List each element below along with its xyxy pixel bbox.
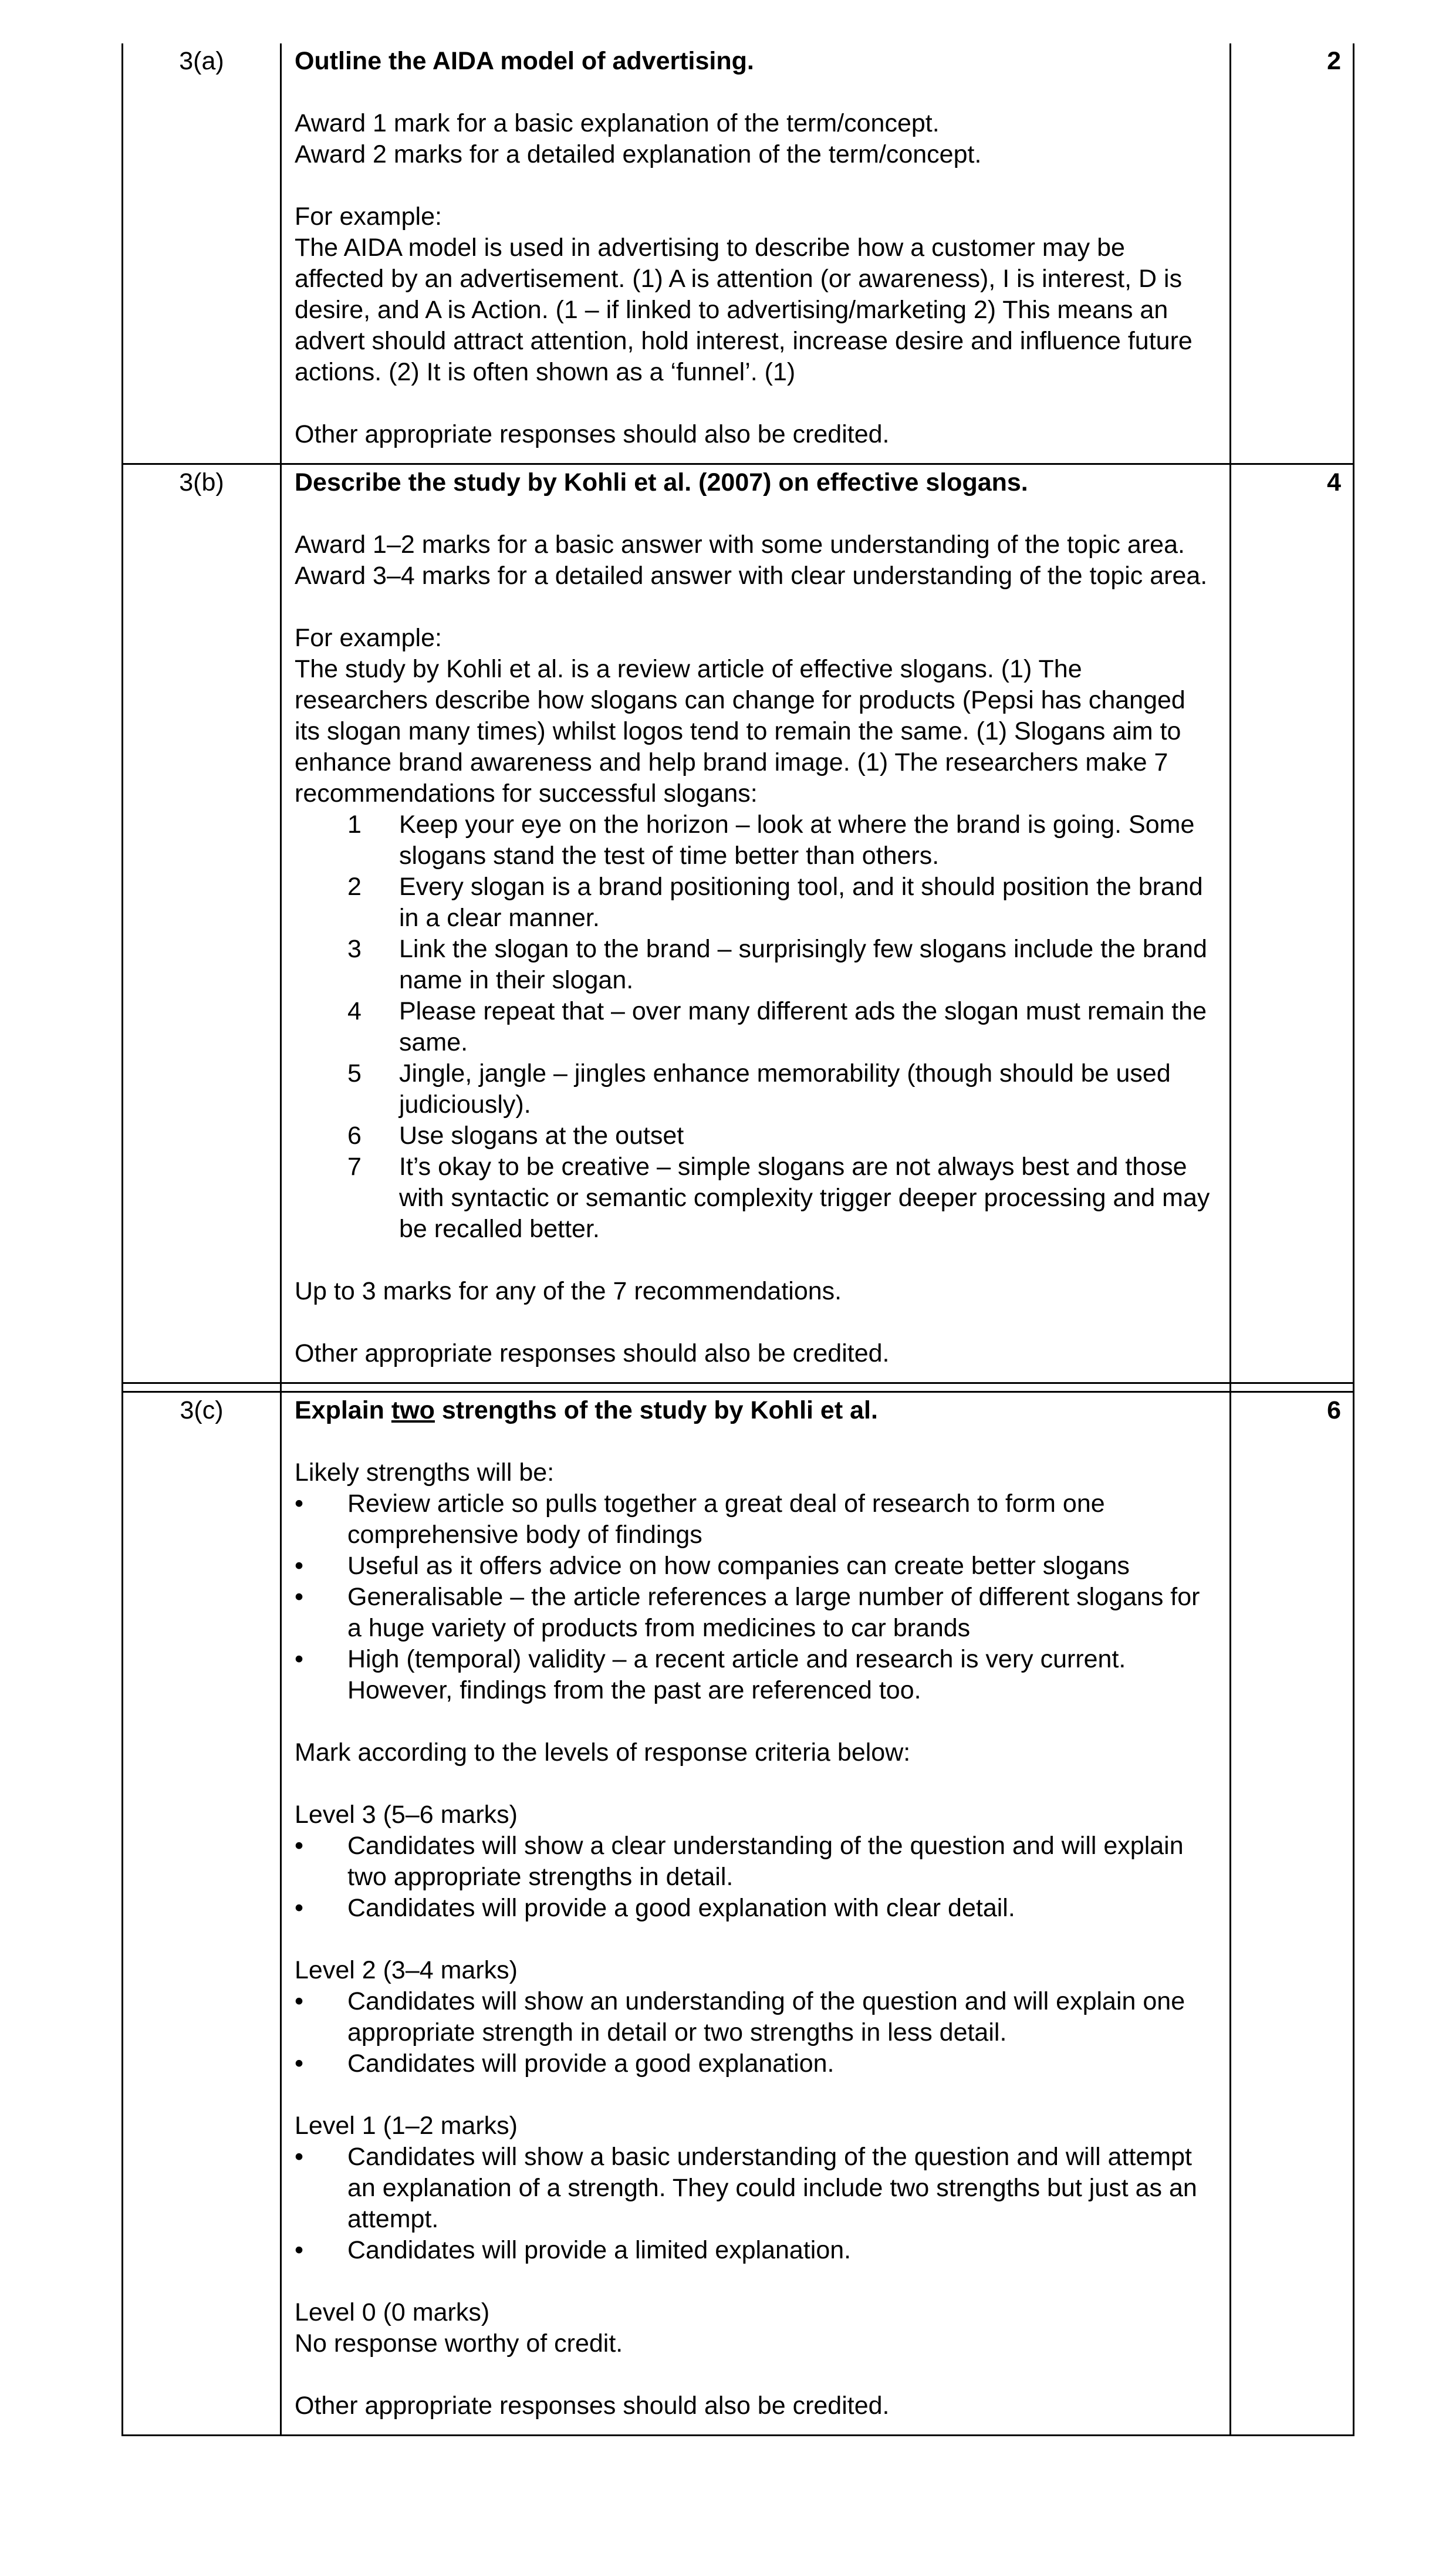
- bullet-icon: •: [295, 2049, 304, 2078]
- item-text: Review article so pulls together a great deal of research to form one comprehensive body of findings: [347, 1490, 1105, 1549]
- item-text: Please repeat that – over many different ads the slogan must remain the same.: [399, 997, 1207, 1056]
- marks-value: 2: [1231, 43, 1354, 464]
- item-text: Jingle, jangle – jingles enhance memorability (though should be used judiciously).: [399, 1059, 1171, 1119]
- item-text: High (temporal) validity – a recent article and research is very current. However, findings from the past are referenced too.: [347, 1645, 1126, 1704]
- list-item: [295, 2048, 1217, 2079]
- list-item: [295, 934, 1217, 996]
- list-item: [295, 1893, 1217, 1924]
- question-row-3a: [123, 43, 1354, 464]
- other-responses-note: Other appropriate responses should also be credited.: [295, 1339, 890, 1367]
- bullet-icon: •: [295, 1490, 304, 1518]
- level-label: Level 0 (0 marks): [295, 2298, 490, 2326]
- likely-strengths-label: Likely strengths will be:: [295, 1458, 555, 1487]
- question-row-3b: [123, 464, 1354, 1383]
- example-label: For example:: [295, 624, 442, 652]
- marks-value: 4: [1231, 464, 1354, 1383]
- item-text: It’s okay to be creative – simple slogans are not always best and those with syntactic or semantic complexity trigger deeper processing and may be recalled better.: [399, 1153, 1210, 1243]
- other-responses-note: Other appropriate responses should also be credited.: [295, 420, 890, 448]
- list-item: [295, 1058, 1217, 1120]
- levels-intro: Mark according to the levels of response criteria below:: [295, 1738, 911, 1767]
- list-item: [295, 809, 1217, 872]
- list-item: [295, 1120, 1217, 1151]
- item-text: Candidates will provide a limited explanation.: [347, 2236, 852, 2264]
- marks-value: 6: [1231, 1392, 1354, 2436]
- question-title: Explain two strengths of the study by Kohli et al.: [295, 1396, 878, 1424]
- list-item: [295, 2142, 1217, 2235]
- row-separator: [123, 1383, 1354, 1392]
- bullet-icon: •: [295, 1645, 304, 1673]
- level-label: Level 1 (1–2 marks): [295, 2112, 518, 2140]
- item-text: Candidates will provide a good explanation.: [347, 2049, 835, 2078]
- list-item: [295, 1488, 1217, 1551]
- bullet-icon: •: [295, 1894, 304, 1922]
- level-label: Level 3 (5–6 marks): [295, 1801, 518, 1829]
- underlined-word: two: [391, 1396, 435, 1424]
- item-text: Useful as it offers advice on how companies can create better slogans: [347, 1552, 1130, 1580]
- question-body: [281, 1392, 1231, 2436]
- question-number: 3(c): [123, 1392, 281, 2436]
- list-item: [295, 1831, 1217, 1893]
- award-criterion: Award 2 marks for a detailed explanation of the term/concept.: [295, 140, 982, 168]
- list-item: [295, 1644, 1217, 1706]
- list-item: [295, 2235, 1217, 2266]
- item-text: Candidates will provide a good explanation with clear detail.: [347, 1894, 1015, 1922]
- item-number: 7: [347, 1153, 362, 1181]
- item-number: 1: [347, 810, 362, 839]
- list-item: [295, 1551, 1217, 1582]
- bullet-icon: •: [295, 1583, 304, 1611]
- item-text: Candidates will show a basic understanding of the question and will attempt an explanation of a strength. They could include two strengths but just as an attempt.: [347, 2143, 1197, 2233]
- item-number: 5: [347, 1059, 362, 1088]
- item-number: 6: [347, 1122, 362, 1150]
- example-text: The study by Kohli et al. is a review article of effective slogans. (1) The researchers describe how slogans can change for products (Pepsi has changed its slogan many times) whilst logos tend to remain the same. (1) Slogans aim to enhance brand awareness and help brand image. (1) The researchers make 7 recommendations for successful slogans:: [295, 655, 1185, 808]
- question-number: 3(a): [123, 43, 281, 464]
- list-item: [295, 1582, 1217, 1644]
- question-body: [281, 464, 1231, 1383]
- bullet-icon: •: [295, 1832, 304, 1860]
- list-item: [295, 1986, 1217, 2048]
- question-row-3c: [123, 1392, 1354, 2436]
- item-text: Generalisable – the article references a large number of different slogans for a huge variety of products from medicines to car brands: [347, 1583, 1200, 1642]
- other-responses-note: Other appropriate responses should also be credited.: [295, 2392, 890, 2420]
- question-body: [281, 43, 1231, 464]
- level-label: Level 2 (3–4 marks): [295, 1956, 518, 1984]
- example-text: The AIDA model is used in advertising to describe how a customer may be affected by an advertisement. (1) A is attention (or awareness), I is interest, D is desire, and A is Action. (1 – if linked to advertising/marketing 2) This means an advert should attract attention, hold interest, increase desire and influence future actions. (2) It is often shown as a ‘funnel’. (1): [295, 234, 1192, 386]
- item-text: Link the slogan to the brand – surprisingly few slogans include the brand name in their slogan.: [399, 935, 1207, 994]
- item-text: Keep your eye on the horizon – look at where the brand is going. Some slogans stand the test of time better than others.: [399, 810, 1195, 870]
- bullet-icon: •: [295, 1552, 304, 1580]
- bullet-icon: •: [295, 2236, 304, 2264]
- level-criteria-list: [295, 1986, 1217, 2079]
- item-number: 2: [347, 873, 362, 901]
- level-criteria-list: [295, 1831, 1217, 1924]
- item-text: Use slogans at the outset: [399, 1122, 684, 1150]
- award-criterion: Award 1 mark for a basic explanation of the term/concept.: [295, 109, 940, 137]
- item-text: Candidates will show an understanding of the question and will explain one appropriate strength in detail or two strengths in less detail.: [347, 1987, 1185, 2046]
- item-number: 4: [347, 997, 362, 1025]
- item-text: Every slogan is a brand positioning tool, and it should position the brand in a clear manner.: [399, 873, 1203, 932]
- level-text: No response worthy of credit.: [295, 2329, 623, 2358]
- mark-scheme-table: [121, 43, 1354, 2436]
- question-title: Describe the study by Kohli et al. (2007) on effective slogans.: [295, 468, 1028, 497]
- strengths-list: [295, 1488, 1217, 1706]
- list-item: [295, 996, 1217, 1058]
- marks-note: Up to 3 marks for any of the 7 recommendations.: [295, 1277, 842, 1305]
- item-text: Candidates will show a clear understanding of the question and will explain two appropriate strengths in detail.: [347, 1832, 1184, 1891]
- question-number: 3(b): [123, 464, 281, 1383]
- level-criteria-list: [295, 2142, 1217, 2266]
- bullet-icon: •: [295, 1987, 304, 2015]
- item-number: 3: [347, 935, 362, 963]
- question-title: Outline the AIDA model of advertising.: [295, 47, 754, 75]
- award-criterion: Award 3–4 marks for a detailed answer with clear understanding of the topic area.: [295, 562, 1208, 590]
- list-item: [295, 872, 1217, 934]
- bullet-icon: •: [295, 2143, 304, 2171]
- example-label: For example:: [295, 202, 442, 231]
- list-item: [295, 1151, 1217, 1245]
- recommendations-list: [295, 809, 1217, 1245]
- award-criterion: Award 1–2 marks for a basic answer with some understanding of the topic area.: [295, 531, 1185, 559]
